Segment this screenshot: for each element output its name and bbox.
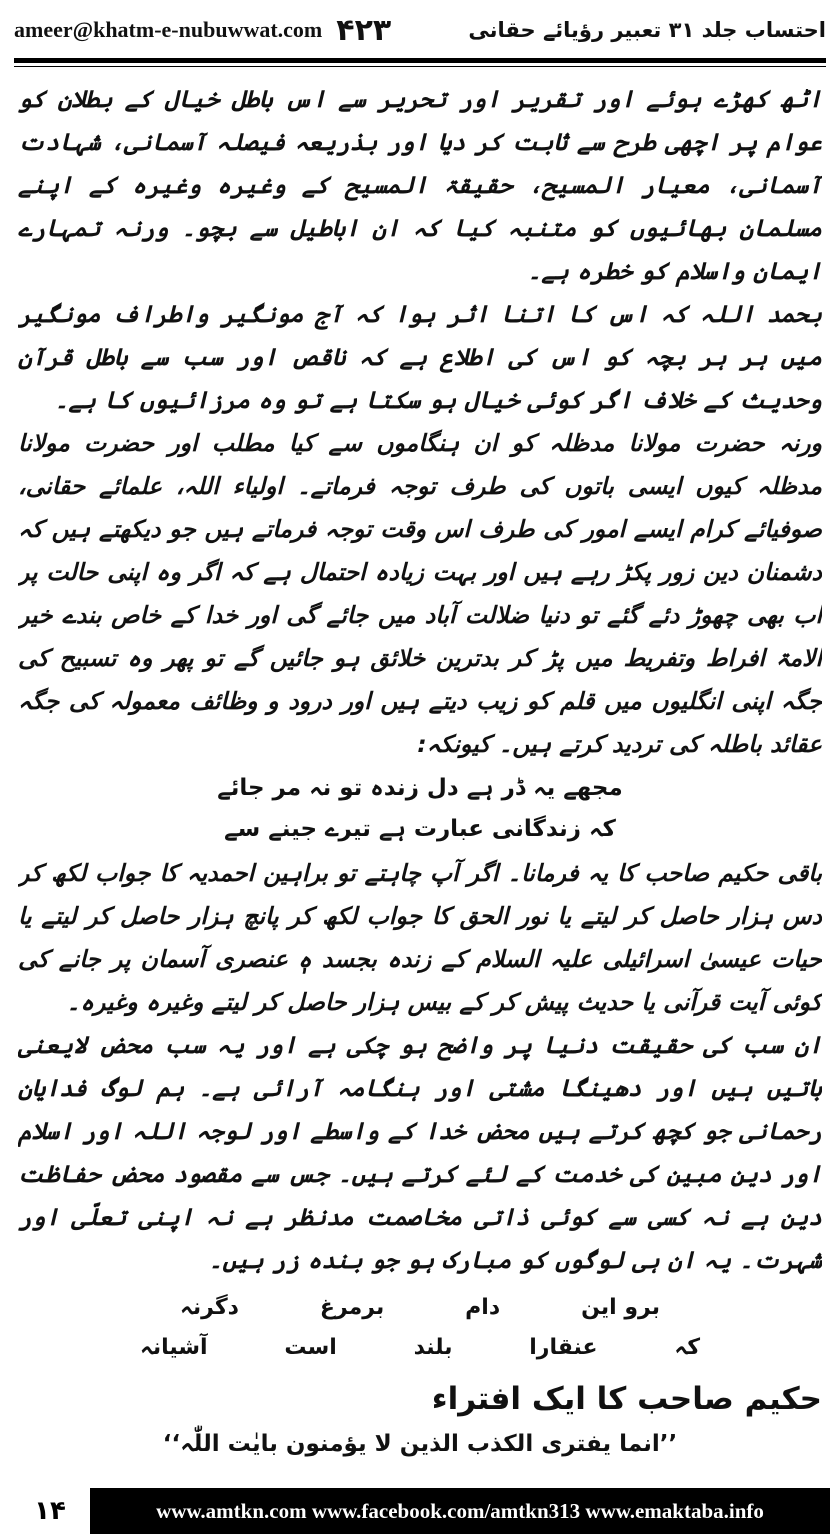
body-paragraph-4: باقی حکیم صاحب کا یہ فرمانا۔ اگر آپ چاہتے تو براہین احمدیہ کا جواب لکھ کر دس ہزار حاصل کر لیتے یا نور الحق کا جواب لکھ کر پانچ ہزار حاصل کر لیتے یا حیات عیسیٰ اسرائیلی علیہ السلام کے زندہ بجسد ہٖ عنصری آسمان پر جانے کی کوئی آیت قرآنی یا حدیث پیش کر کے بیس ہزار حاصل کر لیتے وغیرہ وغیرہ۔ xyxy=(18,859,822,1016)
body-paragraph-3: ورنہ حضرت مولانا مدظلہ کو ان ہنگاموں سے کیا مطلب اور حضرت مولانا مدظلہ کیوں ایسی باتوں کی طرف توجہ فرماتے۔ اولیاء اللہ، علمائے حقانی، صوفیائے کرام ایسے امور کی طرف اس وقت توجہ فرماتے ہیں جو دیکھتے ہیں کہ دشمنان دین زور پکڑ رہے ہیں اور بہت زیادہ احتمال ہے کہ اگر وہ اپنی حالت پر اب بھی چھوڑ دئے گئے تو دنیا ضلالت آباد میں جائے گی اور خدا کے خاص بندے خیر الامۃ افراط وتفریط میں پڑ کر بدترین خلائق ہو جائیں گے تو پھر وہ تسبیح کی جگہ اپنی انگلیوں میں قلم کو زیب دیتے ہیں اور درود و وظائف معمولہ کی جگہ عقائد باطلہ کی تردید کرتے ہیں۔ کیونکہ: xyxy=(18,429,822,758)
quran-quote: ’’انما یفتری الکذب الذین لا یؤمنون بایٰت اللّٰہ‘‘ xyxy=(162,1431,678,1457)
couplet-line-1: مجھے یہ ڈر ہے دل زندہ تو نہ مر جائے xyxy=(217,775,623,801)
header-rule-thick xyxy=(14,58,826,63)
body-paragraph-1: اٹھ کھڑے ہوئے اور تقریر اور تحریر سے اس باطل خیال کے بطلان کو عوام پر اچھی طرح سے ثابت کر دیا اور بذریعہ فیصلہ آسمانی، شہادت آسمانی، معیار المسیح، حقیقۃ المسیح کے وغیرہ وغیرہ کے اپنے مسلمان بھائیوں کو متنبہ کیا کہ ان اباطیل سے بچو۔ ورنہ تمہارے ایمان واسلام کو خطرہ ہے۔ xyxy=(18,85,822,285)
persian-word: برو این xyxy=(581,1295,660,1320)
header-page-number: ۴۲۳ xyxy=(336,12,392,48)
header-left xyxy=(14,13,391,48)
couplet-line-2: کہ زندگانی عبارت ہے تیرے جینے سے xyxy=(224,816,616,842)
persian-word: آشیانہ xyxy=(140,1335,208,1360)
persian-couplet-row-2 xyxy=(140,1328,700,1368)
header-running-title: احتساب جلد ۳۱ تعبیر رؤیائے حقانی xyxy=(468,18,826,42)
page-footer xyxy=(10,1488,830,1534)
section-heading: حکیم صاحب کا ایک افتراء xyxy=(431,1381,822,1417)
body-paragraph-5: ان سب کی حقیقت دنیا پر واضح ہو چکی ہے اور یہ سب محض لایعنی باتیں ہیں اور دھینگا مشتی اور ہنگامہ آرائی ہے۔ ہم لوگ فدایان رحمانی جو کچھ کرتے ہیں محض خدا کے واسطے اور لوجہ اللہ اور اسلام اور دین مبین کی خدمت کے لئے کرتے ہیں۔ جس سے مقصود محض حفاظت دین ہے نہ کسی سے کوئی ذاتی مخاصمت مدنظر ہے نہ اپنی تعلّی اور شہرت۔ یہ ان ہی لوگوں کو مبارک ہو جو بندہ زر ہیں۔ xyxy=(18,1031,822,1274)
header-email[interactable]: ameer@khatm-e-nubuwwat.com xyxy=(14,17,323,42)
footer-links[interactable]: www.amtkn.com www.facebook.com/amtkn313 www.emaktaba.info xyxy=(90,1488,830,1534)
page-header xyxy=(14,8,826,52)
page-body xyxy=(18,78,822,1466)
persian-word: کہ xyxy=(674,1335,700,1360)
persian-couplet-row-1 xyxy=(140,1288,700,1328)
persian-word: دام xyxy=(465,1295,501,1320)
footer-page-number: ۱۴ xyxy=(10,1488,90,1534)
persian-word: دگرنہ xyxy=(180,1295,239,1320)
body-paragraph-2: بحمد اللہ کہ اس کا اتنا اثر ہوا کہ آج مونگیر واطراف مونگیر میں ہر ہر بچہ کو اس کی اطلاع ہے کہ ناقص اور سب سے باطل قرآن وحدیث کے خلاف اگر کوئی خیال ہو سکتا ہے تو وہ مرزائیوں کا ہے۔ xyxy=(18,300,822,414)
persian-couplet xyxy=(140,1288,700,1368)
persian-word: عنقارا xyxy=(529,1335,598,1360)
persian-word: بلند xyxy=(413,1335,453,1360)
urdu-couplet xyxy=(18,768,822,850)
header-rule-thin xyxy=(14,66,826,67)
persian-word: برمرغ xyxy=(319,1295,385,1320)
persian-word: است xyxy=(284,1335,337,1360)
